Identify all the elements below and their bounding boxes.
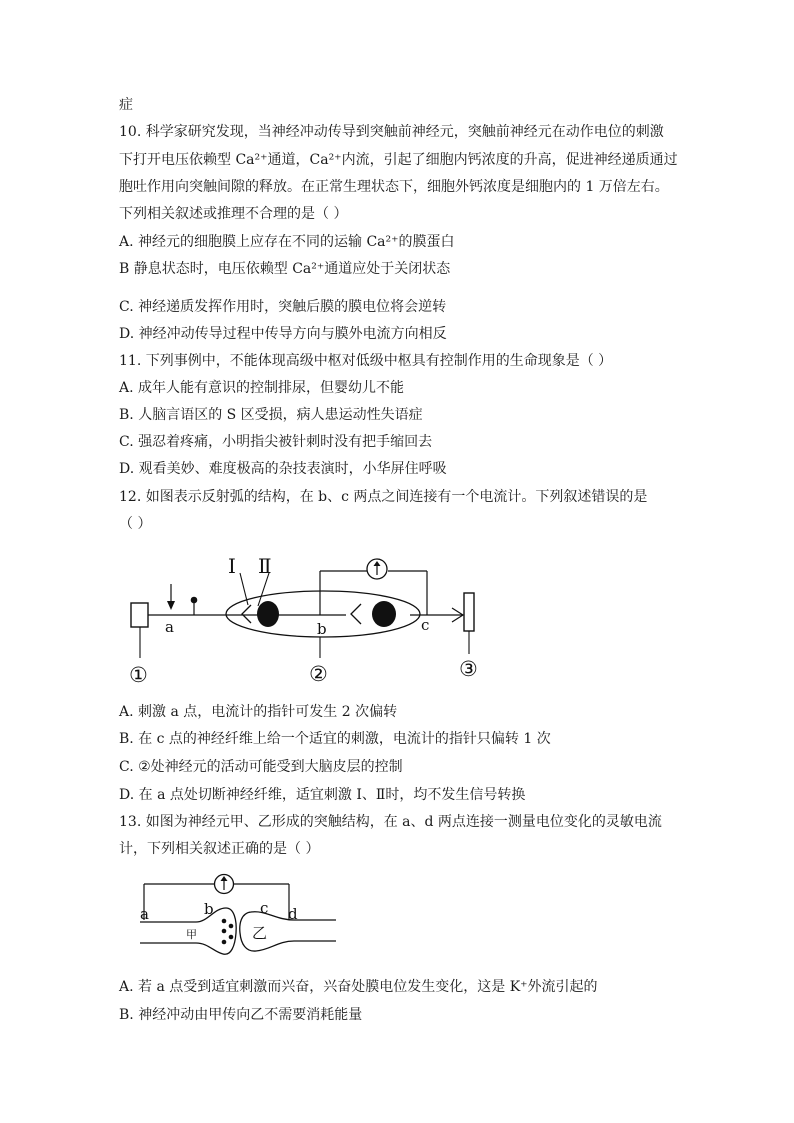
label-b: b: [317, 620, 327, 638]
vesicle: [222, 929, 227, 934]
question-10-option-c: C. 神经递质发挥作用时，突触后膜的膜电位将会逆转: [119, 299, 447, 315]
question-12-option-d: D. 在 a 点处切断神经纤维，适宜刺激 Ⅰ、Ⅱ时，均不发生信号转换: [119, 787, 526, 803]
question-10-stem-line-1: 10. 科学家研究发现，当神经冲动传导到突触前神经元，突触前神经元在动作电位的刺激: [119, 124, 664, 140]
synapse-svg: [136, 868, 341, 958]
question-10-option-b: B 静息状态时，电压依赖型 Ca²⁺通道应处于关闭状态: [119, 261, 451, 277]
question-13-option-a: A. 若 a 点受到适宜刺激而兴奋，兴奋处膜电位发生变化，这是 K⁺外流引起的: [119, 979, 598, 995]
vesicle: [229, 924, 234, 929]
synapse-figure: [136, 868, 341, 958]
text-line-continuation: 症: [119, 97, 133, 113]
question-12-stem-line-1: 12. 如图表示反射弧的结构，在 b、c 两点之间连接有一个电流计。下列叙述错误的是: [119, 489, 648, 505]
question-11-option-c: C. 强忍着疼痛，小明指尖被针刺时没有把手缩回去: [119, 434, 433, 450]
label-b: b: [204, 900, 214, 918]
synapse-terminal-2: [351, 604, 361, 624]
label-a: a: [140, 905, 149, 923]
label-center-2: ②: [309, 662, 328, 686]
reflex-arc-svg: [120, 548, 490, 688]
receptor-box: [131, 603, 148, 627]
stimulus-arrow-icon: [167, 601, 175, 610]
label-c: c: [421, 616, 430, 634]
label-c: c: [260, 899, 269, 917]
question-11-option-a: A. 成年人能有意识的控制排尿，但婴幼儿不能: [119, 380, 405, 396]
question-11-stem: 11. 下列事例中，不能体现高级中枢对低级中枢具有控制作用的生命现象是（ ）: [119, 353, 613, 369]
question-10-option-d: D. 神经冲动传导过程中传导方向与膜外电流方向相反: [119, 326, 447, 342]
ganglion-dot: [191, 597, 198, 604]
question-13-stem-line-1: 13. 如图为神经元甲、乙形成的突触结构，在 a、d 两点连接一测量电位变化的灵敏电流: [119, 814, 662, 830]
reflex-arc-figure: [120, 548, 490, 688]
neuron-cell-body-2: [372, 601, 396, 627]
neuron-cell-body-1: [257, 601, 279, 627]
vesicle: [222, 940, 227, 945]
label-receptor-1: ①: [129, 663, 148, 687]
question-10-stem-line-4: 下列相关叙述或推理不合理的是（ ）: [119, 206, 348, 222]
label-neuron-jia: 甲: [186, 928, 197, 941]
vesicle: [222, 919, 227, 924]
question-12-option-c: C. ②处神经元的活动可能受到大脑皮层的控制: [119, 759, 403, 775]
question-13-option-b: B. 神经冲动由甲传向乙不需要消耗能量: [119, 1007, 363, 1023]
question-11-option-d: D. 观看美妙、难度极高的杂技表演时，小华屏住呼吸: [119, 461, 447, 477]
effector-box: [464, 593, 474, 631]
question-12-option-a: A. 刺激 a 点，电流计的指针可发生 2 次偏转: [119, 704, 398, 720]
vesicle: [229, 935, 234, 940]
question-12-option-b: B. 在 c 点的神经纤维上给一个适宜的刺激，电流计的指针只偏转 1 次: [119, 731, 551, 747]
label-roman-1: Ⅰ: [228, 554, 236, 578]
question-13-stem-line-2: 计，下列相关叙述正确的是（ ）: [119, 841, 320, 857]
question-10-stem-line-2: 下打开电压依赖型 Ca²⁺通道，Ca²⁺内流，引起了细胞内钙浓度的升高，促进神经递质通过: [119, 152, 678, 168]
label-neuron-yi: 乙: [252, 924, 268, 942]
question-10-stem-line-3: 胞吐作用向突触间隙的释放。在正常生理状态下，细胞外钙浓度是细胞内的 1 万倍左右。: [119, 179, 669, 195]
question-11-option-b: B. 人脑言语区的 S 区受损，病人患运动性失语症: [119, 407, 423, 423]
label-roman-2: Ⅱ: [258, 554, 272, 578]
question-12-stem-line-2: （ ）: [119, 516, 152, 532]
label-a: a: [165, 618, 174, 636]
label-d: d: [288, 905, 298, 923]
question-10-option-a: A. 神经元的细胞膜上应存在不同的运输 Ca²⁺的膜蛋白: [119, 234, 455, 250]
synapse-terminal-1: [242, 605, 251, 623]
label-effector-3: ③: [459, 657, 478, 681]
